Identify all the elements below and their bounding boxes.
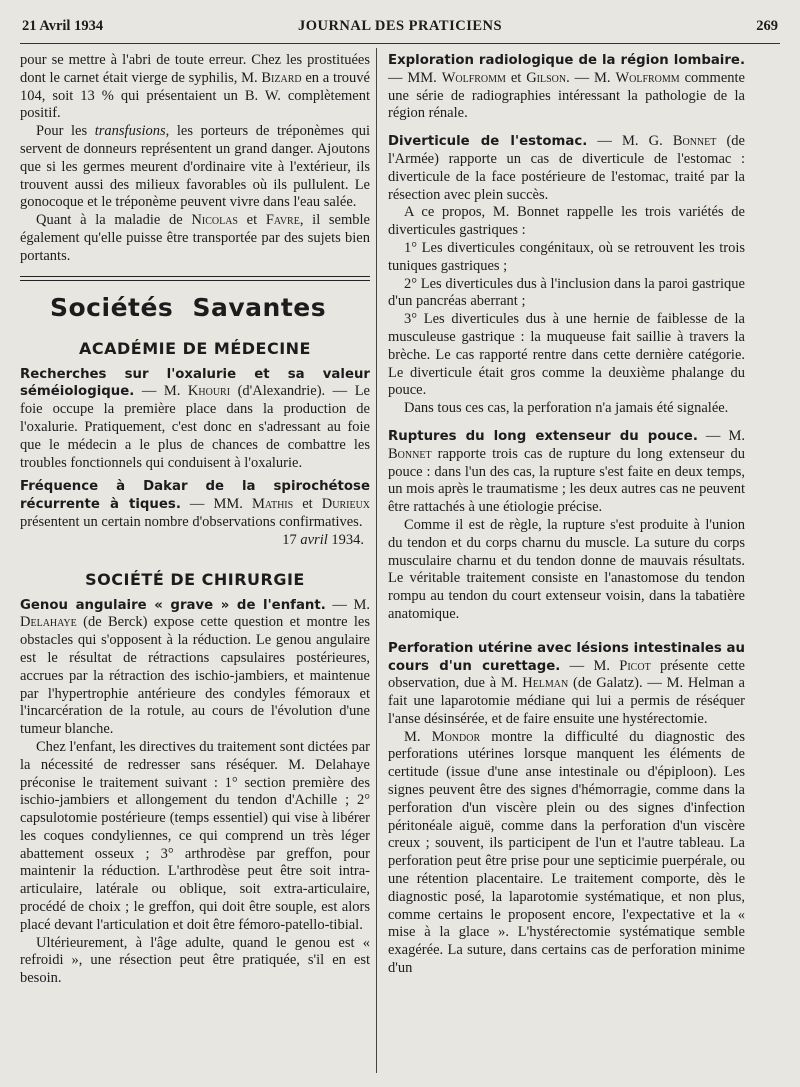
heading-societe-chirurgie: SOCIÉTÉ DE CHIRURGIE — [85, 569, 305, 589]
running-header — [22, 18, 778, 40]
paragraph-mondor: M. Mondor montre la difficulté du diagnostic des perforations utérines lorsque manquent les éléments de certitude (issue d'une anse intestinale ou d'épiploon). Les signes peuvent être des signes d'hémorragie, comme dans la perforation d'un viscère plein ou des signes d'infection péritonéale aiguë, comme dans la perforation d'un viscère creux ; souvent, ils participent de l'un et l'autre tableau. La perforation peut être prise pour une septicimie puerpérale, ou une rétention placentaire. Le traitement comporte, dès le diagnostic posé, la laparotomie systématique, et non plus, comme certains le proposent encore, l'expectative et la « mise à la glace ». L'hystérectomie systématique semble exagérée. La suture, dans certains cas de perforation minime d'un — [388, 728, 745, 977]
column-divider — [376, 48, 377, 1073]
article-genou-angulaire: Genou angulaire « grave » de l'enfant. — M. Delahaye (de Berck) expose cette question et montre les obstacles qui s'opposent à la réduction. Le genou angulaire est le résultat de rétractions capsulaires postérieures, accrues par la rétraction des ischio-jambiers, et maintenue par l'hypertrophie antérieure des condyles fémoraux et l'incarcération de la rotule, au cours de l'évolution d'une tumeur blanche. — [20, 596, 370, 738]
article-oxalurie: Recherches sur l'oxalurie et sa valeur séméiologique. — M. Khouri (d'Alexandrie). — Le foie occupe la première place dans la production de l'oxalurie. Pratiquement, c'est donc en s'adressant au foie que le médecin a le plus de chances de combattre les troubles fonctionnels qui conduisent à l'oxalurie. — [20, 366, 370, 471]
list-item-congenitaux: 1° Les diverticules congénitaux, où se retrouvent les trois tuniques gastriques ; — [388, 239, 745, 274]
paragraph-perforation-signalee: Dans tous ces cas, la perforation n'a jamais été signalée. — [404, 400, 729, 417]
article-exploration-radiologique: Exploration radiologique de la région lombaire. — MM. Wolfromm et Gilson. — M. Wolfromm commente une série de radiographies intéressant la pathologie de la région rénale. — [388, 53, 745, 122]
paragraph-traitement-enfant: Chez l'enfant, les directives du traitement sont dictées par la nécessité de redresser sans réséquer. M. Delahaye préconise le traitement suivant : 1° section première des ischio-jambiers et allongement du tendon d'Achille ; 2° capsulotomie postérieure (temps essentiel) qui vise à libérer les coques condyliennes, ce qui comprend un très léger abattement osseux ; 3° arthrodèse par greffon, pour maintenir la réduction. L'arthrodèse peut être soit intra-articulaire, latérale ou oblique, soit extra-articulaire, procédé de choix ; le greffon, qui doit être souple, est alors placé devant l'articulation et doit être fémoro-patello-tibial. — [20, 738, 370, 933]
header-rule — [20, 43, 780, 44]
header-date: 21 Avril 1934 — [22, 18, 104, 34]
paragraph-nicolas-favre: Quant à la maladie de Nicolas et Favre, il semble également qu'elle puisse être transportée par des sujets bien portants. — [20, 212, 370, 264]
heading-academie-medecine: ACADÉMIE DE MÉDECINE — [79, 338, 311, 358]
article-diverticule-estomac: Diverticule de l'estomac. — M. G. Bonnet (de l'Armée) rapporte un cas de diverticule de l'estomac : diverticule de la face postérieure de l'estomac, traité par la résection avec plein succès. — [388, 133, 745, 203]
date-signature: 17 avril 1934. — [282, 531, 364, 548]
header-journal-title: JOURNAL DES PRATICIENS — [297, 18, 503, 34]
section-separator — [20, 276, 370, 281]
list-item-inclusion: 2° Les diverticules dus à l'inclusion dans la paroi gastrique d'un pancréas aberrant ; — [388, 275, 745, 310]
header-page-number: 269 — [756, 18, 778, 34]
article-spirochetose: Fréquence à Dakar de la spirochétose récurrente à tiques. — MM. Mathis et Durieux présentent un certain nombre d'observations confirmatives. — [20, 479, 371, 530]
paragraph-syphilis: pour se mettre à l'abri de toute erreur. Chez les prostituées dont le carnet était vierge de syphilis, M. Bizard en a trouvé 104, soit 13 % qui présentaient un B. W. complètement positif. — [20, 52, 370, 122]
section-title-societes-savantes: Sociétés Savantes — [50, 292, 327, 322]
paragraph-trois-varietes: A ce propos, M. Bonnet rappelle les trois variétés de diverticules gastriques : — [388, 204, 745, 239]
article-perforation-uterine: Perforation utérine avec lésions intestinales au cours d'un curettage. — M. Picot présente cette observation, due à M. Helman (de Galatz). — M. Helman a fait une laparotomie médiane qui lui a permis de réséquer l'anse désinsérée, et de faire ensuite une hystérectomie. — [388, 640, 745, 727]
paragraph-age-adulte: Ultérieurement, à l'âge adulte, quand le genou est « refroidi », une résection peut être pratiquée, s'il en est besoin. — [20, 934, 370, 987]
paragraph-transfusions: Pour les transfusions, les porteurs de tréponèmes qui servent de donneurs représentent un grand danger. Ajoutons que si les germes meurent d'ordinaire vite à l'extérieur, ils trouvent aussi des milieux favorables où ils pullulent. Le gonocoque et le tréponème peuvent vivre dans l'eau salée. — [20, 123, 371, 211]
right-column — [388, 52, 745, 978]
paragraph-regle-rupture: Comme il est de règle, la rupture s'est produite à l'union du tendon et du corps charnu du muscle. La suture du corps musculaire charnu et du tendon donne de mauvais résultats. Le véritable traitement consiste en l'anastomose du tendon rompu au tendon du court extenseur voisin, dans la tabatière anatomique. — [388, 516, 745, 622]
list-item-hernie: 3° Les diverticules dus à une hernie de faiblesse de la musculeuse gastrique : la muqueuse fait saillie à travers la brèche. Le cas rapporté rentre dans cette dernière catégorie. Le diverticule était gros comme la deuxième phalange du pouce. — [388, 311, 745, 399]
article-ruptures-extenseur: Ruptures du long extenseur du pouce. — M. Bonnet rapporte trois cas de rupture du long extenseur du pouce : dans l'un des cas, la rupture s'est faite en deux temps, un mois après le traumatisme ; les deux autres cas ne peuvent être rattachés à une étiologie précise. — [388, 427, 745, 516]
left-column — [20, 52, 370, 988]
